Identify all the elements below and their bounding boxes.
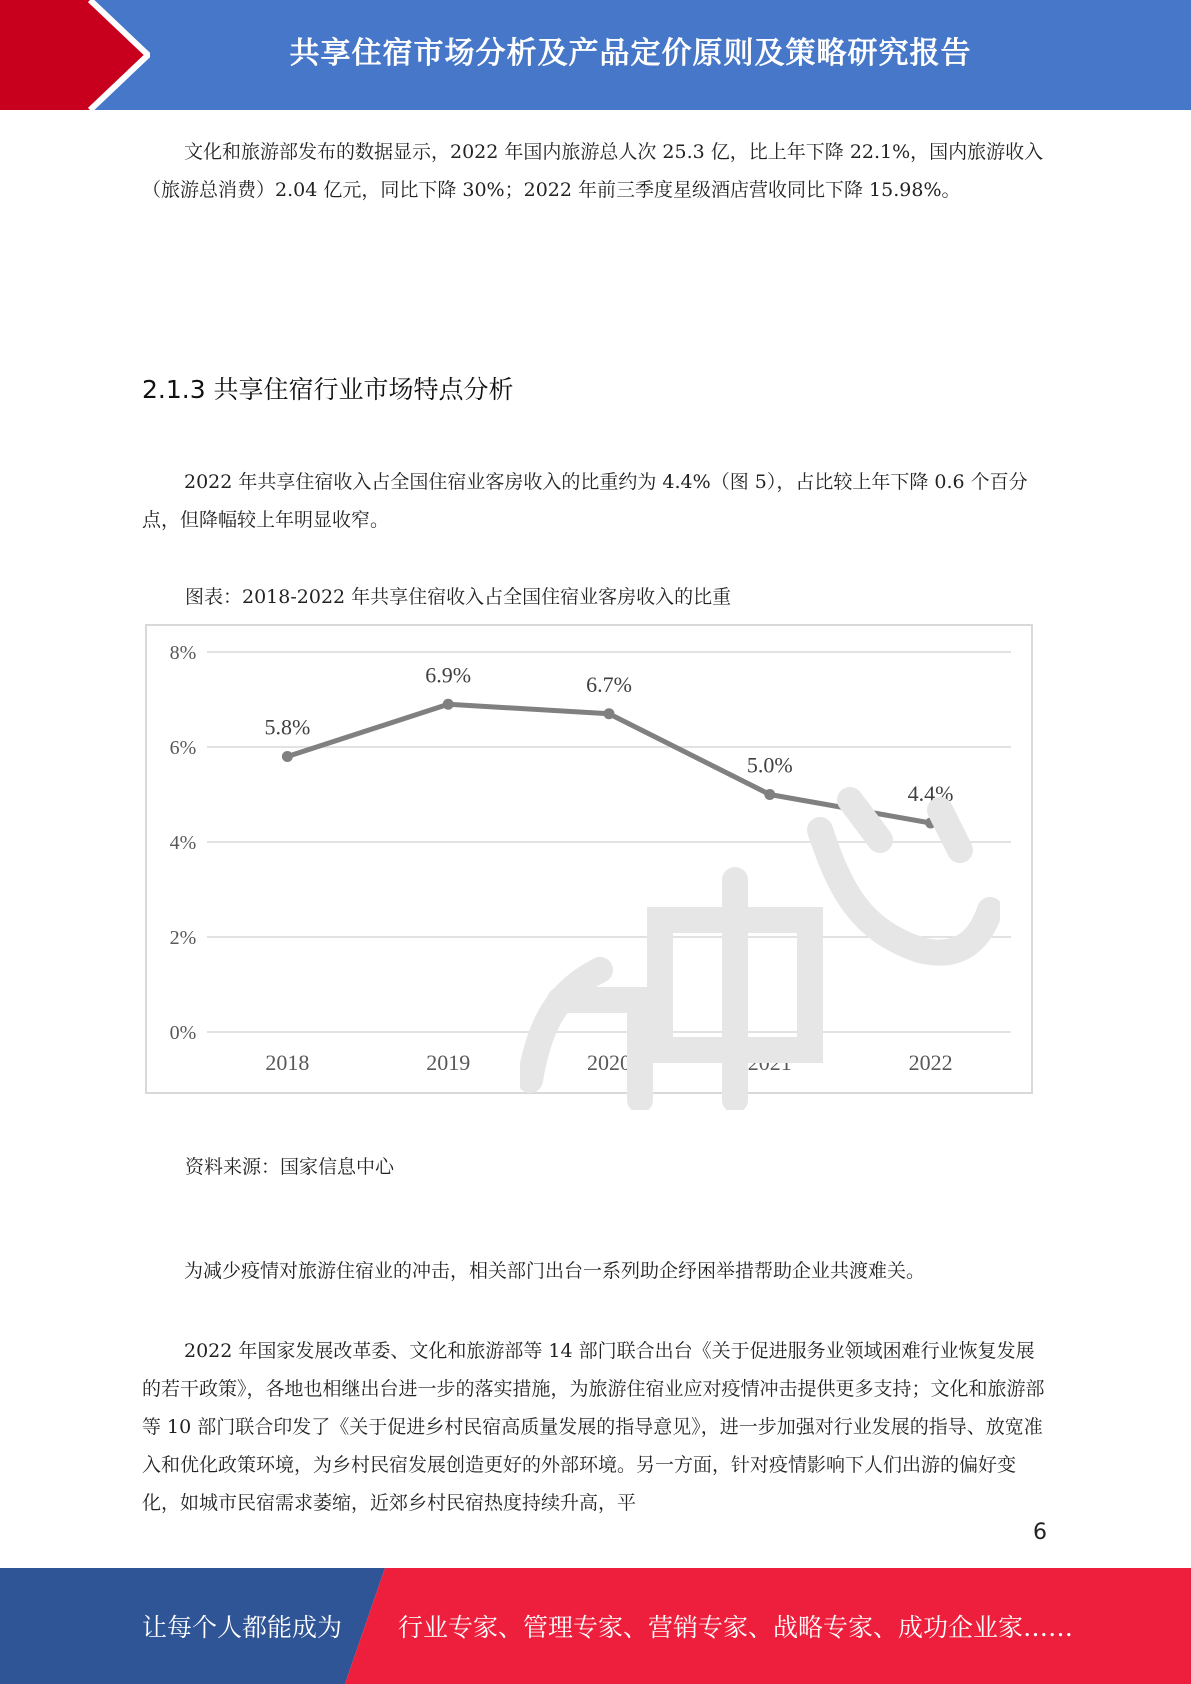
x-tick-label: 2021	[747, 1050, 792, 1075]
series-line	[287, 704, 930, 823]
x-tick-label: 2018	[265, 1050, 310, 1075]
report-title: 共享住宿市场分析及产品定价原则及策略研究报告	[289, 36, 972, 71]
page-header	[0, 0, 1191, 110]
y-tick-label: 4%	[169, 832, 197, 854]
y-tick-label: 8%	[169, 642, 197, 664]
y-tick-label: 6%	[169, 737, 197, 759]
x-tick-label: 2020	[587, 1050, 631, 1075]
policy-detail-paragraph: 2022 年国家发展改革委、文化和旅游部等 14 部门联合出台《关于促进服务业领域困难行业恢复发展的若干政策》，各地也相继出台进一步的落实措施，为旅游住宿业应对疫情冲击提供更多支持；文化和旅游部等 10 部门联合印发了《关于促进乡村民宿高质量发展的指导意见》，进一步加强对行业发展的指导、放宽准入和优化政策环境，为乡村民宿发展创造更好的外部环境。另一方面，针对疫情影响下人们出游的偏好变化，如城市民宿需求萎缩，近郊乡村民宿热度持续升高，平	[142, 1340, 1045, 1514]
data-label: 4.4%	[907, 781, 954, 806]
data-label: 6.9%	[425, 662, 472, 688]
chart-canvas	[147, 626, 1031, 1092]
section-heading: 2.1.3 共享住宿行业市场特点分析	[142, 375, 514, 404]
data-point	[604, 708, 615, 719]
data-label: 5.8%	[264, 714, 311, 740]
data-point	[764, 789, 775, 800]
y-tick-label: 0%	[169, 1022, 197, 1044]
page-footer	[0, 1568, 1191, 1684]
y-tick-label: 2%	[169, 927, 197, 949]
footer-slogan-left: 让每个人都能成为	[142, 1613, 343, 1642]
source-note: 资料来源：国家信息中心	[185, 1156, 395, 1178]
data-label: 5.0%	[746, 752, 793, 778]
data-point	[443, 699, 454, 710]
share-paragraph: 2022 年共享住宿收入占全国住宿业客房收入的比重约为 4.4%（图 5），占比较上年下降 0.6 个百分点，但降幅较上年明显收窄。	[142, 471, 1028, 531]
policy-intro-paragraph: 为减少疫情对旅游住宿业的冲击，相关部门出台一系列助企纾困举措帮助企业共渡难关。	[184, 1260, 926, 1282]
x-tick-label: 2022	[908, 1050, 953, 1075]
footer-slogan-right: 行业专家、管理专家、营销专家、战略专家、成功企业家……	[398, 1613, 1074, 1642]
chart-caption: 图表：2018-2022 年共享住宿收入占全国住宿业客房收入的比重	[185, 586, 732, 608]
data-point	[925, 818, 936, 829]
page-number: 6	[1033, 1520, 1047, 1545]
line-chart	[145, 624, 1033, 1094]
data-point	[282, 751, 293, 762]
intro-paragraph: 文化和旅游部发布的数据显示，2022 年国内旅游总人次 25.3 亿，比上年下降 22.1%，国内旅游收入（旅游总消费）2.04 亿元，同比下降 30%；2022 年前三季度星级酒店营收同比下降 15.98%。	[142, 141, 1044, 201]
header-red-chevron	[0, 0, 150, 110]
x-tick-label: 2019	[426, 1050, 471, 1075]
data-label: 6.7%	[586, 671, 632, 697]
